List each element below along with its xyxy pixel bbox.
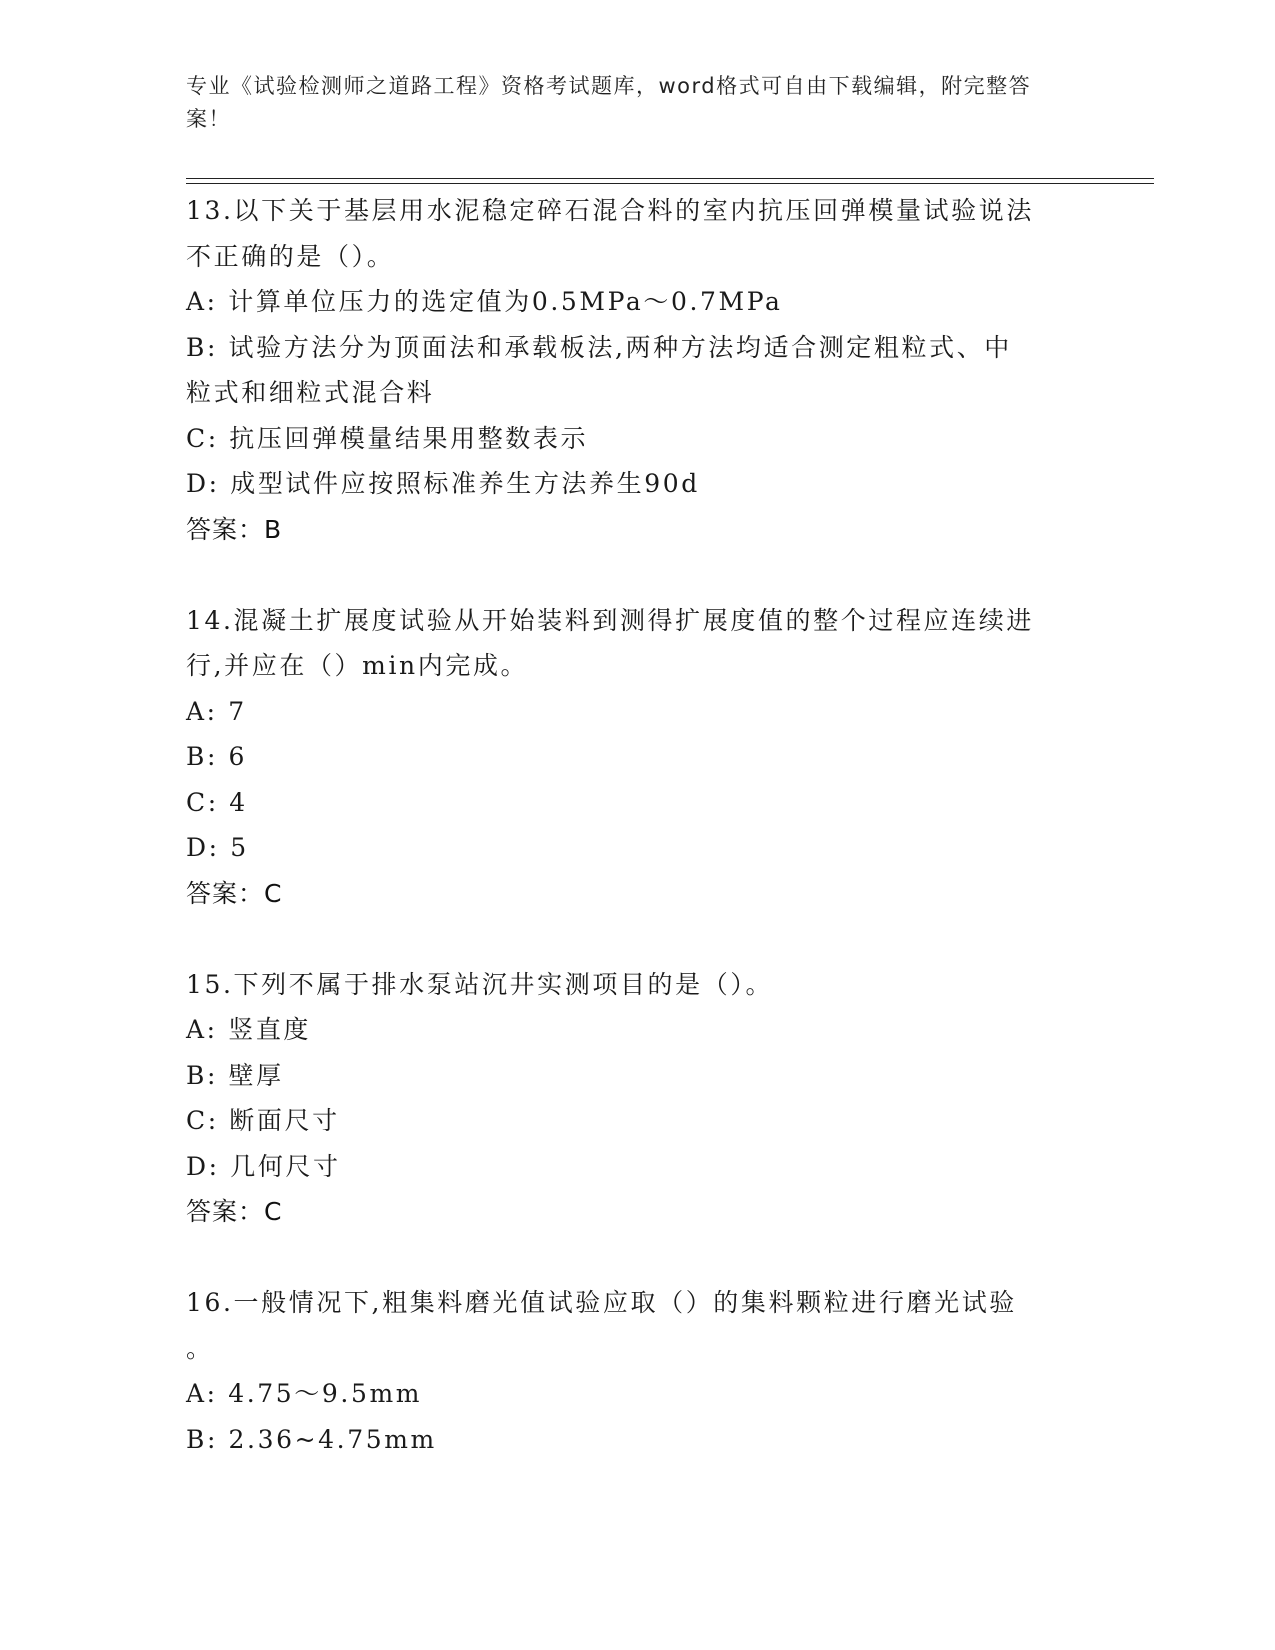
option-b: B: 6 (186, 742, 248, 771)
header-divider-bottom (186, 183, 1154, 184)
header-divider-top (186, 178, 1154, 179)
question-stem: 13.以下关于基层用水泥稳定碎石混合料的室内抗压回弹模量试验说法 (186, 196, 1034, 225)
spacer (186, 1235, 1086, 1281)
spacer (186, 916, 1086, 962)
option-c: C: 断面尺寸 (186, 1106, 340, 1135)
question-stem: 15.下列不属于排水泵站沉井实测项目的是（）。 (186, 969, 774, 999)
question-stem: 不正确的是（）。 (186, 241, 395, 271)
answer-line: 答案：B (186, 514, 283, 544)
option-d: D: 几何尺寸 (186, 1151, 341, 1181)
question-stem: 16.一般情况下,粗集料磨光值试验应取（）的集料颗粒进行磨光试验 (186, 1288, 1017, 1317)
question-stem: 14.混凝土扩展度试验从开始装料到测得扩展度值的整个过程应连续进 (186, 605, 1034, 635)
option-c: C: 4 (186, 787, 248, 817)
option-b: B: 2.36~4.75mm (186, 1424, 437, 1454)
question-16 (186, 1280, 1086, 1462)
question-stem: 行,并应在（）min内完成。 (186, 651, 529, 680)
option-a: A: 7 (186, 696, 247, 726)
option-a: A: 计算单位压力的选定值为0.5MPa～0.7MPa (186, 287, 783, 316)
page-header-title: 专业《试验检测师之道路工程》资格考试题库，word格式可自由下载编辑，附完整答案！ (186, 74, 1032, 131)
question-list (186, 188, 1086, 1462)
option-b: B: 壁厚 (186, 1060, 284, 1090)
spacer (186, 552, 1086, 598)
option-d: D: 成型试件应按照标准养生方法养生90d (186, 469, 700, 498)
answer-line: 答案：C (186, 1197, 283, 1226)
option-a: A: 竖直度 (186, 1015, 312, 1044)
question-15 (186, 962, 1086, 1235)
option-b: B: 试验方法分为顶面法和承载板法,两种方法均适合测定粗粒式、中 (186, 332, 1012, 362)
question-stem: 。 (186, 1333, 214, 1363)
option-c: C: 抗压回弹模量结果用整数表示 (186, 423, 589, 453)
answer-line: 答案：C (186, 878, 283, 908)
option-b: 粒式和细粒式混合料 (186, 378, 435, 407)
question-13 (186, 188, 1086, 552)
option-d: D: 5 (186, 833, 249, 862)
question-14 (186, 598, 1086, 917)
option-a: A: 4.75～9.5mm (186, 1379, 423, 1408)
